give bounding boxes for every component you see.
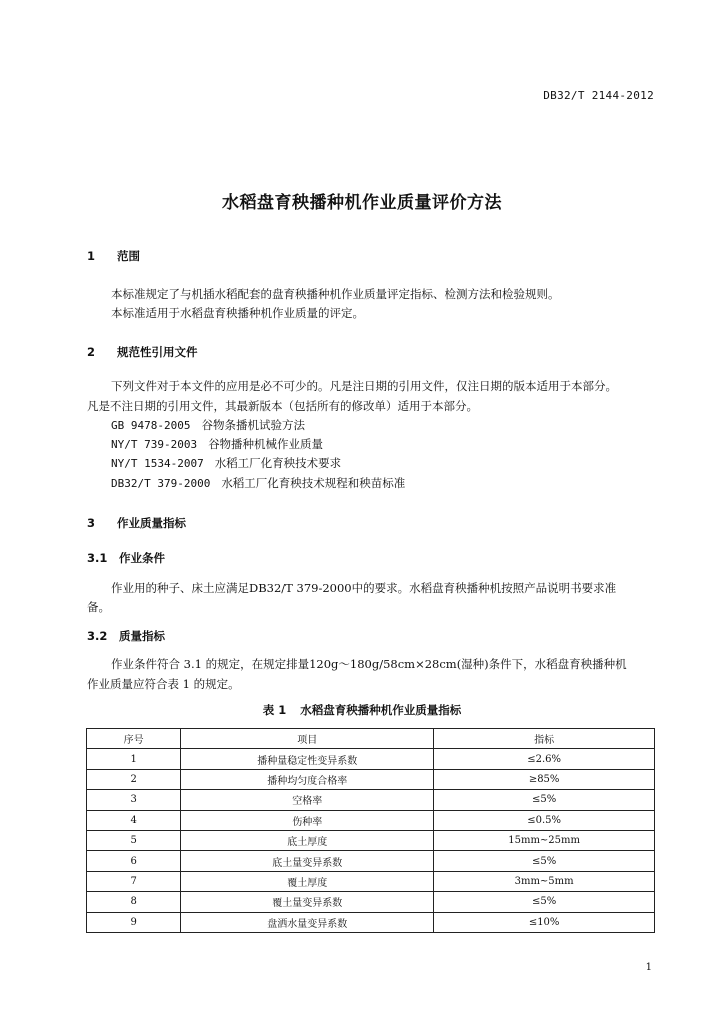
reference-title: 水稻工厂化育秧技术要求 (214, 456, 342, 470)
section-title: 规范性引用文件 (117, 345, 198, 359)
header-cell-seq: 序号 (87, 729, 181, 749)
quality-indicator-table (86, 728, 655, 933)
subsection-3-2-heading (87, 628, 165, 644)
section-number: 3 (87, 516, 96, 530)
header-cell-index: 指标 (434, 729, 655, 749)
cell-seq: 8 (87, 892, 181, 912)
table-row (87, 769, 655, 789)
reference-code: NY/T 1534-2007 (111, 457, 204, 470)
quality-line-1: 作业条件符合 3.1 的规定，在规定排量120g～180g/58cm×28cm(湿种)条件下，水稻盘育秧播种机 (111, 657, 627, 671)
reference-code: DB32/T 379-2000 (111, 477, 211, 490)
cell-index: ≤10% (434, 912, 655, 932)
table-caption-title: 水稻盘育秧播种机作业质量指标 (300, 703, 462, 717)
table-row (87, 851, 655, 871)
section-title: 作业质量指标 (117, 516, 186, 530)
cell-item: 播种量稳定性变异系数 (181, 749, 434, 769)
reference-code: GB 9478-2005 (111, 419, 191, 432)
refs-intro-line-2: 凡是不注日期的引用文件，其最新版本（包括所有的修改单）适用于本部分。 (87, 399, 478, 413)
cell-seq: 3 (87, 790, 181, 810)
standard-id: DB32/T 2144-2012 (543, 89, 654, 102)
document-title: 水稻盘育秧播种机作业质量评价方法 (222, 193, 502, 213)
cell-seq: 1 (87, 749, 181, 769)
table-caption-number: 表 1 (262, 703, 287, 717)
subsection-title: 质量指标 (119, 629, 165, 643)
cell-index: ≥85% (434, 769, 655, 789)
header-cell-item: 项目 (181, 729, 434, 749)
cell-item: 覆土量变异系数 (181, 892, 434, 912)
cell-index: 3mm~5mm (434, 871, 655, 891)
table-row (87, 892, 655, 912)
table-row (87, 912, 655, 932)
reference-title: 水稻工厂化育秧技术规程和秧苗标准 (221, 476, 406, 490)
cell-index: ≤5% (434, 892, 655, 912)
cell-seq: 6 (87, 851, 181, 871)
table-row (87, 871, 655, 891)
cell-item: 底土厚度 (181, 830, 434, 850)
cell-seq: 9 (87, 912, 181, 932)
subsection-title: 作业条件 (119, 551, 165, 565)
reference-item (111, 473, 405, 494)
section-2-heading (87, 344, 198, 360)
conditions-line-2: 备。 (87, 600, 110, 614)
subsection-number: 3.1 (87, 551, 108, 565)
page-number: 1 (645, 962, 652, 973)
cell-item: 空格率 (181, 790, 434, 810)
section-3-heading (87, 515, 186, 531)
reference-title: 谷物条播机试验方法 (201, 418, 305, 432)
cell-seq: 4 (87, 810, 181, 830)
table-row (87, 790, 655, 810)
table-caption (0, 702, 724, 718)
reference-item (111, 434, 323, 455)
cell-index: ≤5% (434, 790, 655, 810)
conditions-line-1: 作业用的种子、床土应满足DB32/T 379-2000中的要求。水稻盘育秧播种机按照产品说明书要求准 (111, 581, 617, 595)
subsection-3-1-heading (87, 550, 165, 566)
quality-line-2: 作业质量应符合表 1 的规定。 (87, 677, 240, 691)
scope-line-1: 本标准规定了与机插水稻配套的盘育秧播种机作业质量评定指标、检测方法和检验规则。 (111, 287, 560, 301)
table-row (87, 749, 655, 769)
cell-item: 覆土厚度 (181, 871, 434, 891)
cell-item: 底土量变异系数 (181, 851, 434, 871)
subsection-number: 3.2 (87, 629, 108, 643)
cell-index: ≤0.5% (434, 810, 655, 830)
cell-seq: 2 (87, 769, 181, 789)
table-row (87, 810, 655, 830)
reference-item (111, 415, 305, 436)
cell-seq: 5 (87, 830, 181, 850)
reference-title: 谷物播种机械作业质量 (208, 437, 324, 451)
section-1-heading (87, 248, 140, 264)
table-row (87, 830, 655, 850)
section-number: 2 (87, 345, 96, 359)
cell-index: ≤5% (434, 851, 655, 871)
cell-index: ≤2.6% (434, 749, 655, 769)
cell-item: 伤种率 (181, 810, 434, 830)
reference-code: NY/T 739-2003 (111, 438, 198, 451)
cell-item: 播种均匀度合格率 (181, 769, 434, 789)
reference-item (111, 453, 341, 474)
table-header-row (87, 729, 655, 749)
scope-line-2: 本标准适用于水稻盘育秧播种机作业质量的评定。 (111, 306, 364, 320)
cell-seq: 7 (87, 871, 181, 891)
refs-intro-line-1: 下列文件对于本文件的应用是必不可少的。凡是注日期的引用文件，仅注日期的版本适用于本部分。 (111, 379, 617, 393)
cell-item: 盘洒水量变异系数 (181, 912, 434, 932)
cell-index: 15mm~25mm (434, 830, 655, 850)
section-number: 1 (87, 249, 96, 263)
section-title: 范围 (117, 249, 140, 263)
